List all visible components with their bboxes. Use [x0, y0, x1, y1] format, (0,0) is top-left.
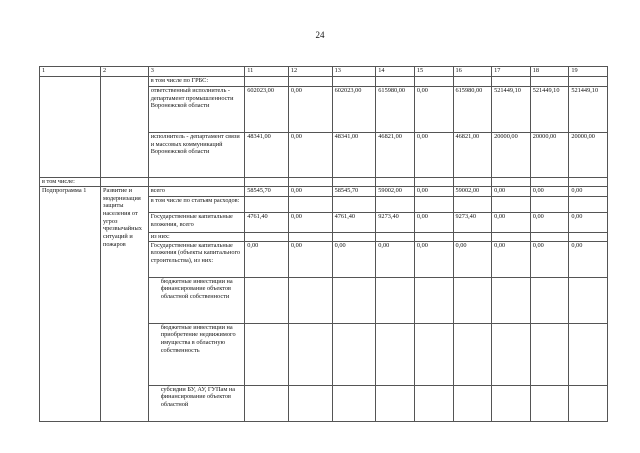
- value-cell: 20000,00: [530, 133, 569, 178]
- value-cell: 0,00: [414, 87, 453, 133]
- value-cell: 0,00: [288, 87, 332, 133]
- capital-investments-label: Государственные капитальные вложения, всего: [148, 213, 245, 233]
- header-cell: 12: [288, 67, 332, 77]
- value-cell: 0,00: [414, 241, 453, 277]
- value-cell: 0,00: [453, 241, 492, 277]
- value-cell: 615980,00: [453, 87, 492, 133]
- value-cell: 0,00: [288, 133, 332, 178]
- capital-objects-label: Государственные капитальные вложения (объекты капитального строительства), из них:: [148, 241, 245, 277]
- value-cell: 521449,10: [492, 87, 531, 133]
- header-cell: 14: [376, 67, 415, 77]
- total-label: всего: [148, 187, 245, 197]
- table-row: [40, 77, 608, 87]
- header-row: [40, 67, 608, 77]
- value-cell: 0,00: [569, 187, 608, 197]
- header-cell: 17: [492, 67, 531, 77]
- header-cell: 11: [245, 67, 289, 77]
- value-cell: 0,00: [414, 133, 453, 178]
- value-cell: 0,00: [569, 241, 608, 277]
- header-cell: 13: [332, 67, 376, 77]
- header-cell: 18: [530, 67, 569, 77]
- header-cell: 16: [453, 67, 492, 77]
- value-cell: 602023,00: [332, 87, 376, 133]
- value-cell: 46821,00: [376, 133, 415, 178]
- value-cell: 46821,00: [453, 133, 492, 178]
- page-number: 24: [315, 30, 325, 40]
- value-cell: 0,00: [376, 241, 415, 277]
- header-cell: 3: [148, 67, 245, 77]
- executor-label: ответственный исполнитель - департамент промышленности Воронежской области: [148, 87, 245, 133]
- investment-label: бюджетные инвестиции на финансирование объектов областной собственности: [148, 277, 245, 323]
- budget-table: [39, 66, 608, 422]
- value-cell: 0,00: [530, 187, 569, 197]
- value-cell: 0,00: [288, 241, 332, 277]
- value-cell: 0,00: [288, 213, 332, 233]
- value-cell: 9273,40: [453, 213, 492, 233]
- by-articles-label: в том числе по статьям расходов:: [148, 197, 245, 213]
- value-cell: 0,00: [492, 213, 531, 233]
- value-cell: 0,00: [332, 241, 376, 277]
- value-cell: 0,00: [569, 213, 608, 233]
- subprogram-title: Развитие и модернизация защиты населения от угроз чрезвычайных ситуаций и пожаров: [100, 187, 148, 422]
- value-cell: 59002,00: [453, 187, 492, 197]
- value-cell: 9273,40: [376, 213, 415, 233]
- header-cell: 1: [40, 67, 101, 77]
- value-cell: 0,00: [414, 213, 453, 233]
- value-cell: 521449,10: [569, 87, 608, 133]
- value-cell: 4761,40: [332, 213, 376, 233]
- value-cell: 58545,70: [245, 187, 289, 197]
- value-cell: 0,00: [288, 187, 332, 197]
- value-cell: 59002,00: [376, 187, 415, 197]
- value-cell: 0,00: [492, 241, 531, 277]
- value-cell: 602023,00: [245, 87, 289, 133]
- value-cell: 615980,00: [376, 87, 415, 133]
- value-cell: 0,00: [414, 187, 453, 197]
- subsidies-label: субсидии БУ, АУ, ГУПам на финансирование объектов областной: [148, 385, 245, 421]
- value-cell: 0,00: [492, 187, 531, 197]
- table-row: [40, 178, 608, 187]
- value-cell: 48341,00: [245, 133, 289, 178]
- value-cell: 48341,00: [332, 133, 376, 178]
- grbs-label: в том числе по ГРБС:: [148, 77, 245, 87]
- investment-label: бюджетные инвестиции на приобретение недвижимого имущества в областную собственность: [148, 323, 245, 385]
- value-cell: 0,00: [245, 241, 289, 277]
- header-cell: 19: [569, 67, 608, 77]
- value-cell: 20000,00: [569, 133, 608, 178]
- header-cell: 15: [414, 67, 453, 77]
- header-cell: 2: [100, 67, 148, 77]
- value-cell: 521449,10: [530, 87, 569, 133]
- subprogram-label: Подпрограмма 1: [40, 187, 101, 422]
- value-cell: 4761,40: [245, 213, 289, 233]
- table-row: [40, 187, 608, 197]
- of-which-label: из них:: [148, 233, 245, 242]
- executor-label: исполнитель - департамент связи и массовых коммуникаций Воронежской области: [148, 133, 245, 178]
- value-cell: 58545,70: [332, 187, 376, 197]
- including-label: в том числе:: [40, 178, 101, 187]
- value-cell: 0,00: [530, 213, 569, 233]
- value-cell: 0,00: [530, 241, 569, 277]
- value-cell: 20000,00: [492, 133, 531, 178]
